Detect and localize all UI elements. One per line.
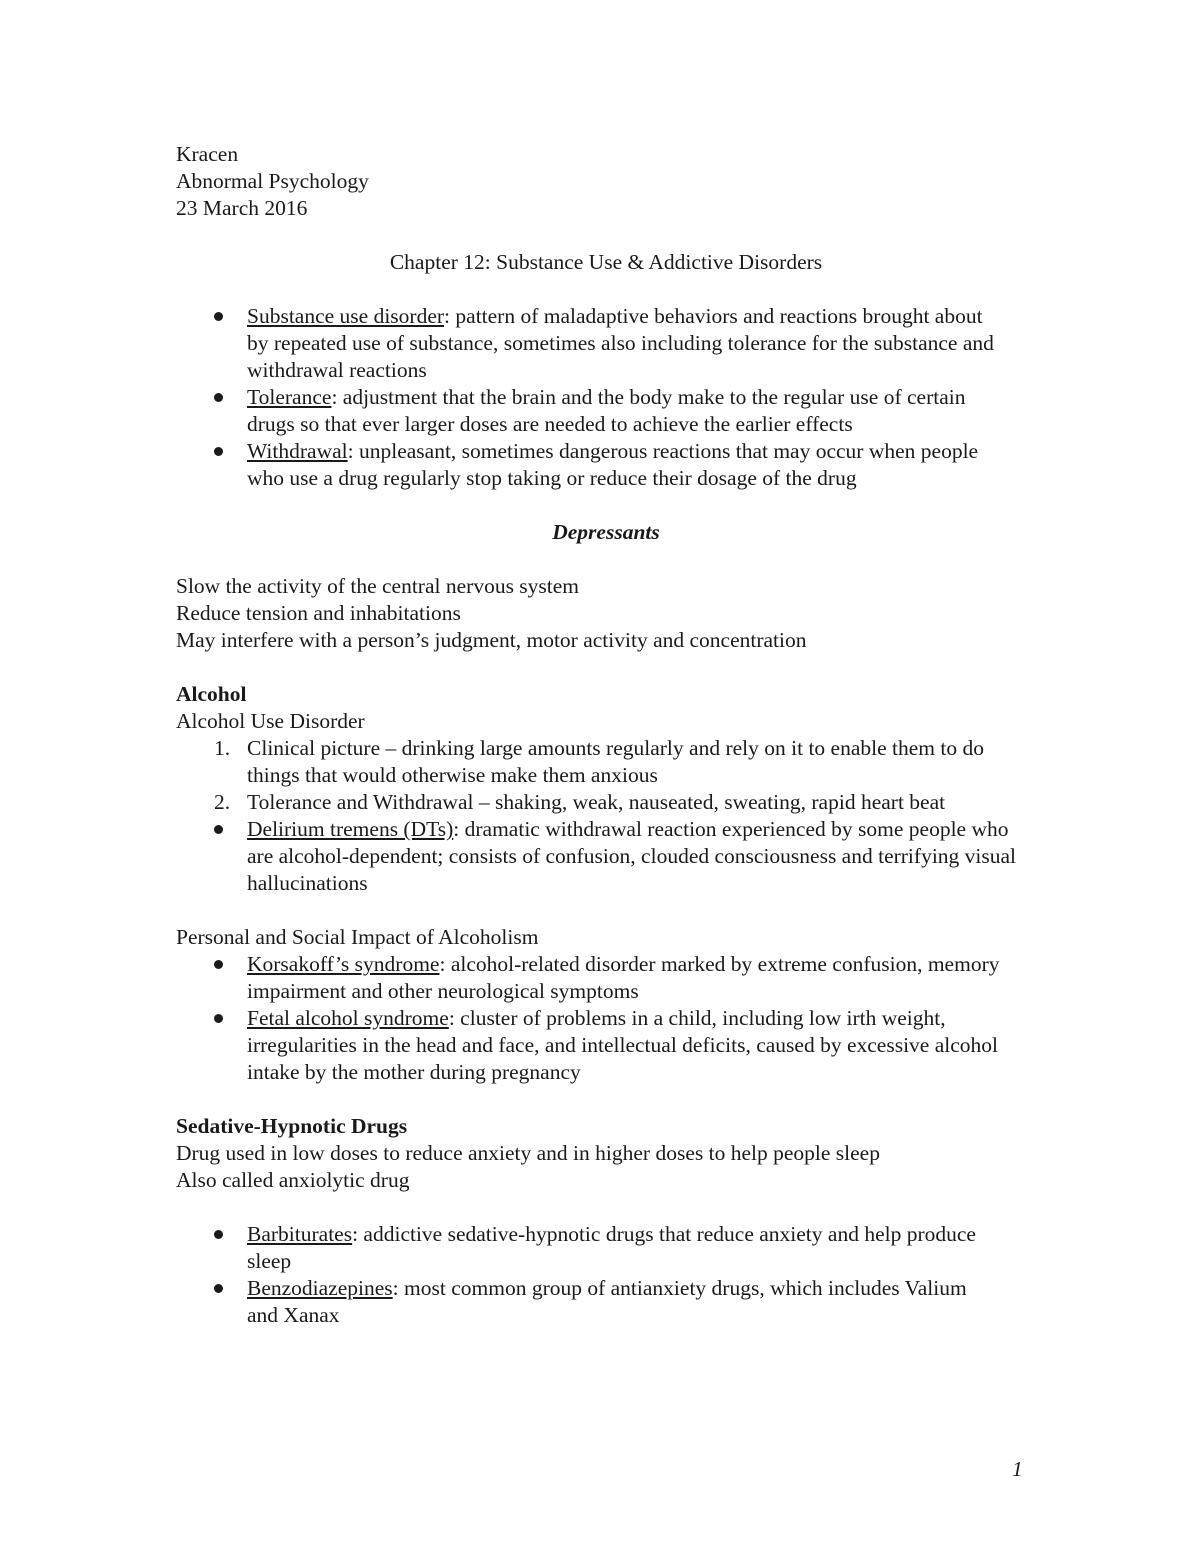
term: Benzodiazepines [247,1276,393,1300]
definition-text: : addictive sedative-hypnotic drugs that reduce anxiety and help produce sleep [247,1222,976,1273]
section-heading-alcohol: Alcohol [176,682,247,706]
depressants-line: Reduce tension and inhabitations [176,601,461,625]
definition-text: : cluster of problems in a child, including low irth weight, irregularities in the head and face, and intellectual deficits, caused by excessive alcohol intake by the mother during pregnancy [247,1006,998,1084]
subheading-impact: Personal and Social Impact of Alcoholism [176,925,539,949]
page-number: 1 [1012,1457,1023,1481]
term: Delirium tremens (DTs) [247,817,454,841]
list-item [176,303,1007,384]
list-item [176,951,1007,1005]
term: Fetal alcohol syndrome [247,1006,449,1030]
depressants-line: Slow the activity of the central nervous system [176,574,580,598]
definition-text: : adjustment that the brain and the body make to the regular use of certain drugs so that ever larger doses are needed to achieve the earlier effects [247,385,966,436]
document-page [176,141,1036,1329]
course-name: Abnormal Psychology [176,169,369,193]
impact-bullet-list [176,951,1036,1086]
item-text: Tolerance and Withdrawal – shaking, weak, nauseated, sweating, rapid heart beat [247,790,946,814]
list-item [176,1275,992,1329]
definition-text: : unpleasant, sometimes dangerous reactions that may occur when people who use a drug regularly stop taking or reduce their dosage of the drug [247,439,979,490]
list-item [176,1221,987,1275]
list-item [176,735,1017,789]
item-number: 1. [214,736,231,760]
list-item [176,789,1037,816]
term: Korsakoff’s syndrome [247,952,440,976]
depressants-line: May interfere with a person’s judgment, motor activity and concentration [176,628,807,652]
item-number: 2. [214,790,231,814]
alcohol-bullet-list [176,816,1036,897]
alcohol-numbered-list [176,735,1036,816]
definition-text: : alcohol-related disorder marked by extreme confusion, memory impairment and other neurological symptoms [247,952,1000,1003]
chapter-title: Chapter 12: Substance Use & Addictive Disorders [389,250,823,274]
sedative-line: Drug used in low doses to reduce anxiety and in higher doses to help people sleep [176,1141,880,1165]
definition-text: : dramatic withdrawal reaction experienced by some people who are alcohol-dependent; consists of confusion, clouded consciousness and terrifying visual hallucinations [247,817,1017,895]
document-date: 23 March 2016 [176,196,308,220]
list-item [176,1005,1022,1086]
author-name: Kracen [176,142,239,166]
section-heading-sedative: Sedative-Hypnotic Drugs [176,1114,408,1138]
list-item [176,816,1017,897]
definition-text: : pattern of maladaptive behaviors and reactions brought about by repeated use of substance, sometimes also including tolerance for the substance and withdrawal reactions [247,304,994,382]
definition-text: : most common group of antianxiety drugs, which includes Valium and Xanax [247,1276,967,1327]
sedative-bullet-list [176,1221,1036,1329]
term: Tolerance [247,385,332,409]
subheading-alcohol-use-disorder: Alcohol Use Disorder [176,709,365,733]
term: Barbiturates [247,1222,353,1246]
section-heading-depressants: Depressants [552,520,660,544]
list-item [176,384,967,438]
item-text: Clinical picture – drinking large amounts regularly and rely on it to enable them to do things that would otherwise make them anxious [247,736,984,787]
term: Withdrawal [247,439,348,463]
sedative-line: Also called anxiolytic drug [176,1168,410,1192]
list-item [176,438,992,492]
definitions-list [176,303,994,492]
term: Substance use disorder [247,304,445,328]
